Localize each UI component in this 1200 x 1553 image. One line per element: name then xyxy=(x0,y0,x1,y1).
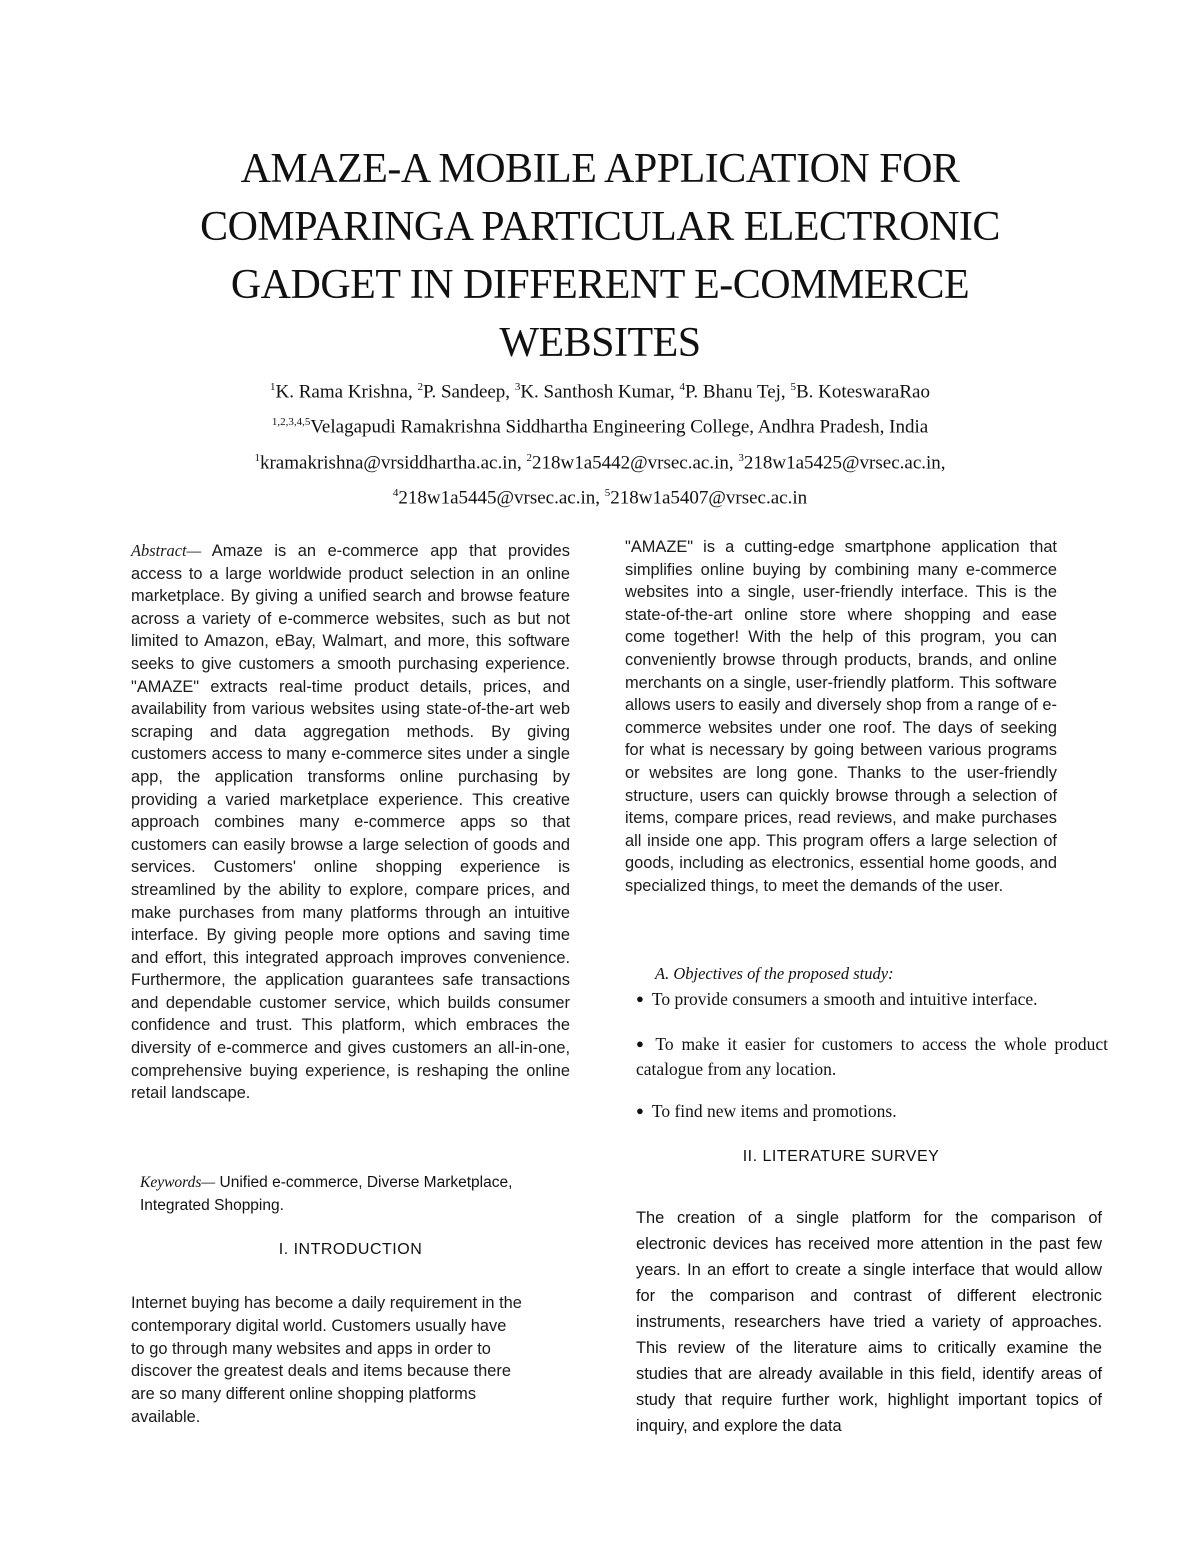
paper-title xyxy=(100,140,1100,372)
abstract xyxy=(131,540,570,1105)
objective-text: To provide consumers a smooth and intuitive interface. xyxy=(651,989,1038,1009)
literature-heading: II. LITERATURE SURVEY xyxy=(742,1148,940,1165)
author-block xyxy=(100,372,1100,513)
author-sup: 2 xyxy=(417,381,423,393)
objective-text: To find new items and promotions. xyxy=(651,1101,897,1121)
introduction-heading: I. INTRODUCTION xyxy=(278,1241,423,1258)
title-line: GADGET IN DIFFERENT E-COMMERCE xyxy=(230,262,970,308)
email-sup: 1 xyxy=(254,451,260,464)
author-sup: 4 xyxy=(679,381,685,393)
email-link[interactable]: kramakrishna@vrsiddhartha.ac.in, xyxy=(259,451,527,473)
email-sup: 3 xyxy=(738,451,744,464)
affiliation-sup: 1,2,3,4,5 xyxy=(271,416,311,429)
email-link[interactable]: 218w1a5442@vrsec.ac.in, xyxy=(532,451,739,473)
objectives-heading: A. Objectives of the proposed study: xyxy=(655,964,894,983)
author-name: B. KoteswaraRao xyxy=(795,381,930,403)
title-line: COMPARINGA PARTICULAR ELECTRONIC xyxy=(200,204,1000,250)
author-sup: 3 xyxy=(514,381,521,393)
emails-line-2 xyxy=(100,478,1100,513)
abstract-label: Abstract— xyxy=(131,541,202,560)
author-name: P. Sandeep, xyxy=(422,381,515,403)
bullet-icon: ● xyxy=(636,1036,648,1051)
objective-item xyxy=(636,1098,1108,1124)
email-link[interactable]: 218w1a5425@vrsec.ac.in, xyxy=(743,451,946,473)
literature-text: The creation of a single platform for the comparison of electronic devices has received more attention in the past few years. In an effort to create a single interface that would allow for the comparison and contrast of different electronic instruments, researchers have tried a variety of approaches. This review of the literature aims to critically examine the studies that are already available in this field, identify areas of study that require further work, highlight important topics of inquiry, and explore the data xyxy=(636,1209,1102,1435)
email-sup: 4 xyxy=(392,486,399,499)
author-sup: 1 xyxy=(270,381,276,393)
emails-line-1 xyxy=(100,443,1100,478)
email-sup: 5 xyxy=(604,486,611,499)
author-names xyxy=(100,372,1100,407)
objective-item xyxy=(636,1031,1108,1082)
affiliation xyxy=(100,407,1100,442)
introduction-text: Internet buying has become a daily requirement in the contemporary digital world. Customers usually have to go through many websites and apps in order to discover the greatest deals and items because there are so many different online shopping platforms available. xyxy=(131,1294,522,1426)
objective-text: To make it easier for customers to access the whole product catalogue from any location. xyxy=(636,1034,1108,1079)
objective-item xyxy=(636,986,1108,1012)
author-name: K. Rama Krishna, xyxy=(275,381,418,403)
keywords-label: Keywords— xyxy=(140,1174,216,1191)
title-line: WEBSITES xyxy=(499,320,701,366)
keywords xyxy=(140,1171,560,1217)
author-name: K. Santhosh Kumar, xyxy=(520,381,680,403)
abstract-text: Amaze is an e-commerce app that provides access to a large worldwide product selection in an online marketplace. By giving a unified search and browse feature across a variety of e-commerce websites, such as but not limited to Amazon, eBay, Walmart, and more, this software seeks to give customers a smooth purchasing experience. "AMAZE" extracts real-time product details, prices, and availability from various websites using state-of-the-art web scraping and data aggregation methods. By giving customers access to many e-commerce sites under a single app, the application transforms online purchasing by providing a varied marketplace experience. This creative approach combines many e-commerce apps so that customers can easily browse a large selection of goods and services. Customers' online shopping experience is streamlined by the ability to explore, compare prices, and make purchases from many platforms through an intuitive interface. By giving people more options and saving time and effort, this integrated approach improves convenience. Furthermore, the application guarantees safe transactions and dependable customer service, which builds consumer confidence and trust. This platform, which embraces the diversity of e-commerce and gives customers an all-in-one, comprehensive buying experience, is reshaping the online retail landscape. xyxy=(131,542,570,1103)
email-link[interactable]: 218w1a5407@vrsec.ac.in xyxy=(610,487,808,509)
affiliation-text: Velagapudi Ramakrishna Siddhartha Engineering College, Andhra Pradesh, India xyxy=(310,416,929,438)
right-column-text: "AMAZE" is a cutting-edge smartphone application that simplifies online buying by combining many e-commerce websites into a single, user-friendly interface. This is the state-of-the-art online store where shopping and ease come together! With the help of this program, you can conveniently browse through products, brands, and online merchants on a single, user-friendly platform. This software allows users to easily and diversely shop from a range of e-commerce websites under one roof. The days of seeking for what is necessary by going between various programs or websites are long gone. Thanks to the user-friendly structure, users can quickly browse through a selection of items, compare prices, read reviews, and make purchases all inside one app. This program offers a large selection of goods, including as electronics, essential home goods, and specialized things, to meet the demands of the user. xyxy=(625,538,1057,895)
bullet-icon: ● xyxy=(636,991,644,1006)
email-link[interactable]: 218w1a5445@vrsec.ac.in, xyxy=(398,487,605,509)
keywords-text: Unified e-commerce, Diverse Marketplace, Integrated Shopping. xyxy=(140,1174,513,1214)
email-sup: 2 xyxy=(526,451,532,464)
bullet-icon: ● xyxy=(636,1103,644,1118)
title-line: AMAZE-A MOBILE APPLICATION FOR xyxy=(240,146,960,192)
author-sup: 5 xyxy=(790,381,796,393)
author-name: P. Bhanu Tej, xyxy=(684,381,791,403)
